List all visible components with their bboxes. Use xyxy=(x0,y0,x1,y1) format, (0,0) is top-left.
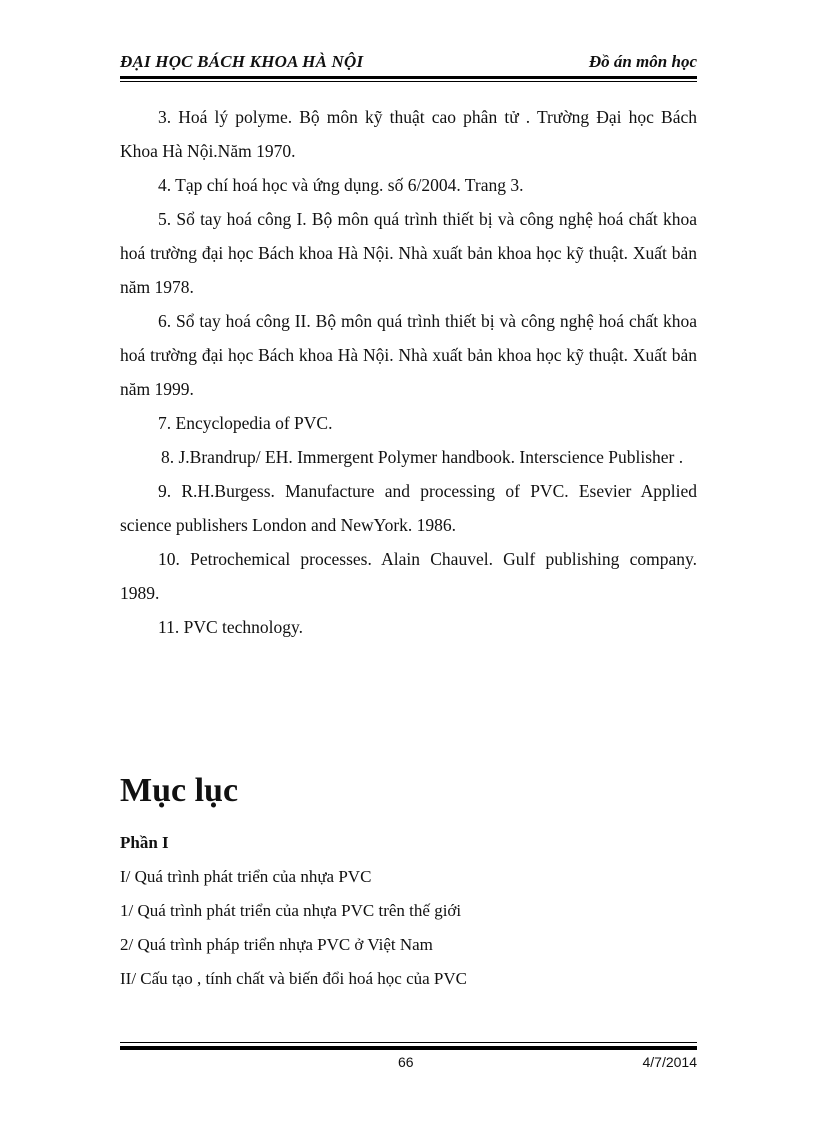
toc-item: II/ Cấu tạo , tính chất và biến đổi hoá học của PVC xyxy=(120,969,467,988)
footer-date: 4/7/2014 xyxy=(642,1054,697,1070)
reference-item: 9. R.H.Burgess. Manufacture and processing of PVC. Esevier Applied science publishers London and NewYork. 1986. xyxy=(120,481,697,535)
header-rule-thick xyxy=(120,76,697,79)
footer-rule-thick xyxy=(120,1046,697,1050)
reference-item: 6. Sổ tay hoá công II. Bộ môn quá trình thiết bị và công nghệ hoá chất khoa hoá trường đại học Bách khoa Hà Nội. Nhà xuất bản khoa học kỹ thuật. Xuất bản năm 1999. xyxy=(120,311,697,399)
page-number: 66 xyxy=(398,1054,414,1070)
toc-item: 1/ Quá trình phát triển của nhựa PVC trên thế giới xyxy=(120,901,462,920)
table-of-contents xyxy=(120,826,697,996)
toc-part-heading: Phần I xyxy=(120,833,169,852)
document-type: Đồ án môn học xyxy=(588,52,697,71)
footer-rule-thin xyxy=(120,1042,697,1043)
toc-item: 2/ Quá trình pháp triển nhựa PVC ở Việt Nam xyxy=(120,935,433,954)
reference-item: 8. J.Brandrup/ EH. Immergent Polymer handbook. Interscience Publisher . xyxy=(161,447,684,467)
reference-list xyxy=(120,100,697,644)
toc-item: I/ Quá trình phát triển của nhựa PVC xyxy=(120,867,372,886)
table-of-contents-title: Mục lục xyxy=(120,772,239,809)
university-name: ĐẠI HỌC BÁCH KHOA HÀ NỘI xyxy=(120,52,364,71)
reference-item: 7. Encyclopedia of PVC. xyxy=(158,413,333,433)
reference-item: 4. Tạp chí hoá học và ứng dụng. số 6/2004. Trang 3. xyxy=(158,175,524,195)
reference-item: 10. Petrochemical processes. Alain Chauvel. Gulf publishing company. 1989. xyxy=(120,549,697,603)
reference-item: 3. Hoá lý polyme. Bộ môn kỹ thuật cao phân tử . Trường Đại học Bách Khoa Hà Nội.Năm 1970. xyxy=(120,107,697,161)
header-rule-thin xyxy=(120,81,697,82)
reference-item: 5. Sổ tay hoá công I. Bộ môn quá trình thiết bị và công nghệ hoá chất khoa hoá trường đại học Bách khoa Hà Nội. Nhà xuất bản khoa học kỹ thuật. Xuất bản năm 1978. xyxy=(120,209,697,297)
page-header xyxy=(120,50,697,76)
reference-item: 11. PVC technology. xyxy=(158,617,304,637)
